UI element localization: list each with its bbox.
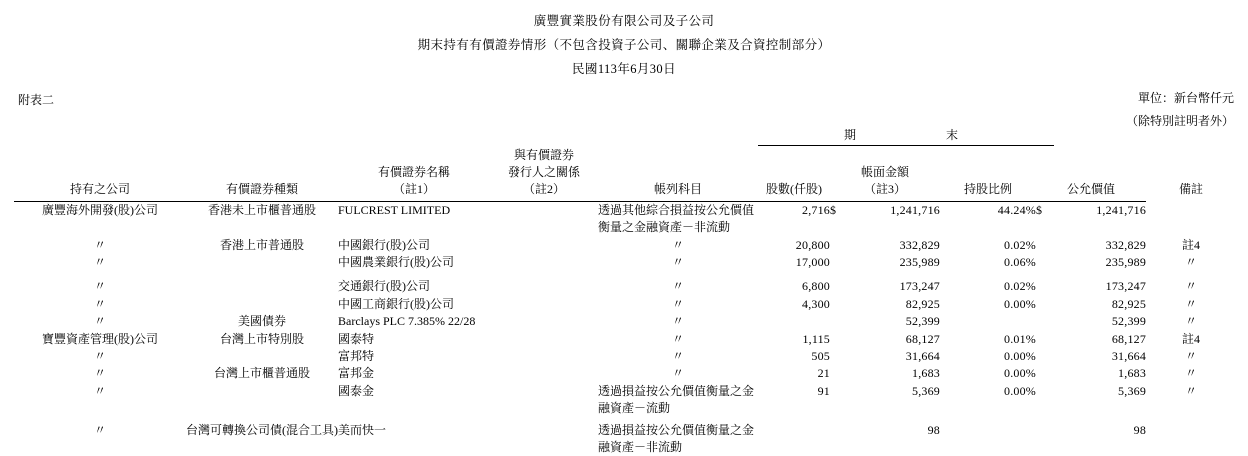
cell-shares: 4,300 <box>802 296 830 311</box>
cell-ratio <box>940 313 1036 330</box>
cell-ratio: 0.02% <box>1004 237 1036 252</box>
cell-ratio: 0.00% <box>1004 383 1036 398</box>
cell-book-value: 1,683 <box>912 366 940 381</box>
cell-dollar-book <box>830 365 848 382</box>
cell-dollar-fair: $ <box>1036 202 1042 217</box>
cell-holder: 〃 <box>93 279 106 294</box>
cell-name: Barclays PLC 7.385% 22/28 <box>338 314 476 329</box>
cell-remark: 〃 <box>1185 296 1198 311</box>
cell-ratio <box>940 422 1036 439</box>
cell-remark <box>1146 201 1236 219</box>
period-group-left: 期 <box>844 128 867 143</box>
cell-holder: 〃 <box>93 383 106 398</box>
cell-shares: 505 <box>811 348 830 363</box>
cell-remark: 註4 <box>1182 237 1201 252</box>
table-row <box>14 278 1236 295</box>
cell-name: 國泰特 <box>338 331 375 346</box>
cell-relationship <box>490 313 598 330</box>
cell-ratio: 0.00% <box>1004 296 1036 311</box>
cell-fair-value: 332,829 <box>1105 237 1147 252</box>
cell-fair-value: 52,399 <box>1111 314 1147 329</box>
cell-account-line2: 融資產－非流動 <box>598 439 683 454</box>
cell-relationship <box>490 201 598 219</box>
header-relationship-line1: 與有價證券 <box>513 147 574 162</box>
cell-holder: 〃 <box>93 237 106 252</box>
header-security-name-line1: 有價證券名稱 <box>377 165 450 180</box>
cell-remark: 〃 <box>1185 279 1198 294</box>
cell-holder: 〃 <box>93 422 106 437</box>
cell-dollar-fair <box>1036 237 1054 254</box>
cell-dollar-book <box>830 422 848 439</box>
group-header-row <box>14 127 1236 145</box>
cell-relationship <box>490 237 598 254</box>
cell-name: 富邦金 <box>338 366 375 381</box>
statement-title: 期末持有有價證券情形（不包含投資子公司、關聯企業及合資控制部分） <box>417 37 831 52</box>
cell-account-line1: 透過損益按公允價值衡量之金 <box>598 383 755 398</box>
cell-book-value: 31,664 <box>905 348 940 363</box>
cell-name: 國泰金 <box>338 383 375 398</box>
table-row <box>14 365 1236 382</box>
period-group-header <box>758 127 1054 145</box>
cell-fair-value: 31,664 <box>1111 348 1147 363</box>
cell-shares: 17,000 <box>795 254 830 269</box>
cell-relationship <box>490 278 598 295</box>
cell-relationship <box>490 383 598 400</box>
header-security-name-line2: （註1） <box>392 182 435 197</box>
report-page <box>0 10 1248 454</box>
cell-remark: 註4 <box>1182 331 1201 346</box>
cell-holder: 寶豐資產管理(股)公司 <box>42 331 158 346</box>
table-row <box>14 331 1236 348</box>
cell-book-value: 98 <box>927 422 940 437</box>
header-holder-company: 持有之公司 <box>69 182 130 197</box>
header-book-value-line2: （註3） <box>863 182 906 197</box>
cell-relationship <box>490 422 598 439</box>
cell-dollar-book <box>830 237 848 254</box>
header-book-value <box>830 147 940 199</box>
cell-holder: 廣豐海外開發(股)公司 <box>42 202 158 217</box>
cell-dollar-book <box>830 296 848 313</box>
cell-type <box>186 296 338 313</box>
column-header-row <box>14 147 1236 199</box>
cell-type <box>186 278 338 295</box>
cell-account-line2: 融資產－流動 <box>598 401 671 416</box>
cell-type: 香港上市普通股 <box>219 237 304 252</box>
header-relationship-line3: （註2） <box>522 182 565 197</box>
cell-dollar-fair <box>1036 313 1054 330</box>
header-security-type: 有價證券種類 <box>225 182 298 197</box>
cell-ratio: 0.00% <box>1004 348 1036 363</box>
cell-relationship <box>490 254 598 271</box>
cell-holder: 〃 <box>93 314 106 329</box>
header-fair-value: 公允價值 <box>1067 182 1116 197</box>
cell-book-value: 68,127 <box>905 331 940 346</box>
securities-table <box>14 127 1236 456</box>
cell-shares: 91 <box>817 383 830 398</box>
table-row-cont <box>14 400 1236 417</box>
cell-type: 台灣可轉換公司債(混合工具) <box>186 422 338 437</box>
table-row <box>14 296 1236 313</box>
cell-type <box>186 383 338 400</box>
cell-name: 中國銀行(股)公司 <box>338 237 430 252</box>
cell-shares: 6,800 <box>802 279 830 294</box>
cell-dollar-book <box>830 313 848 330</box>
cell-account-line1: 〃 <box>671 331 684 346</box>
unit-note-line-1: 單位：新台幣仟元 <box>1137 91 1234 106</box>
cell-shares: 20,800 <box>795 237 830 252</box>
header-account: 帳列科目 <box>653 182 702 197</box>
table-row <box>14 237 1236 254</box>
cell-type <box>186 348 338 365</box>
cell-type: 香港未上市櫃普通股 <box>207 202 316 217</box>
cell-book-value: 235,989 <box>899 254 940 269</box>
header-shares: 股數(仟股) <box>766 182 822 197</box>
meta-row <box>0 87 1248 129</box>
cell-dollar-fair <box>1036 348 1054 365</box>
cell-account-line1: 〃 <box>671 348 684 363</box>
cell-account-line1: 〃 <box>671 366 684 381</box>
title-block <box>0 10 1248 81</box>
table-row-cont <box>14 439 1236 456</box>
cell-ratio: 0.02% <box>1004 279 1036 294</box>
cell-relationship <box>490 348 598 365</box>
header-book-value-line1: 帳面金額 <box>860 165 909 180</box>
cell-account-line1: 〃 <box>671 314 684 329</box>
cell-type: 美國債券 <box>237 314 286 329</box>
cell-holder: 〃 <box>93 296 106 311</box>
cell-fair-value: 173,247 <box>1105 279 1147 294</box>
cell-fair-value: 5,369 <box>1118 383 1147 398</box>
cell-dollar-fair <box>1036 365 1054 382</box>
cell-name: 交通銀行(股)公司 <box>338 279 430 294</box>
cell-type: 台灣上市櫃普通股 <box>213 366 310 381</box>
cell-dollar-book <box>830 331 848 348</box>
cell-shares <box>758 422 830 439</box>
row-spacer <box>14 271 1236 278</box>
cell-shares: 21 <box>817 366 830 381</box>
cell-fair-value: 82,925 <box>1111 296 1147 311</box>
cell-fair-value: 235,989 <box>1105 254 1147 269</box>
cell-remark: 〃 <box>1185 254 1198 269</box>
cell-book-value: 1,241,716 <box>890 202 940 217</box>
cell-name: 中國農業銀行(股)公司 <box>338 254 454 269</box>
header-relationship <box>490 147 598 199</box>
cell-dollar-fair <box>1036 278 1054 295</box>
cell-shares: 2,716 <box>802 202 830 217</box>
cell-relationship <box>490 296 598 313</box>
cell-fair-value: 1,241,716 <box>1096 202 1147 217</box>
cell-dollar-book: $ <box>830 202 836 217</box>
cell-ratio: 0.06% <box>1004 254 1036 269</box>
cell-remark: 〃 <box>1185 314 1198 329</box>
unit-note <box>1126 87 1234 133</box>
cell-dollar-fair <box>1036 383 1054 400</box>
appendix-label: 附表二 <box>18 93 55 108</box>
company-title: 廣豐實業股份有限公司及子公司 <box>533 14 715 28</box>
cell-dollar-book <box>830 348 848 365</box>
cell-account-line1: 透過其他綜合損益按公允價值 <box>598 202 755 217</box>
cell-remark: 〃 <box>1185 366 1198 381</box>
header-relationship-line2: 發行人之關係 <box>507 165 580 180</box>
statement-date: 民國113年6月30日 <box>572 61 676 76</box>
cell-account-line2: 衡量之金融資產－非流動 <box>598 220 731 235</box>
cell-fair-value: 1,683 <box>1118 366 1147 381</box>
cell-account-line1: 〃 <box>671 254 684 269</box>
cell-type <box>186 254 338 271</box>
cell-ratio: 0.00% <box>1004 366 1036 381</box>
cell-relationship <box>490 365 598 382</box>
cell-name: 美而快一 <box>338 422 387 437</box>
table-row-cont <box>14 219 1236 236</box>
period-group-right: 末 <box>946 128 969 143</box>
cell-fair-value: 98 <box>1133 422 1147 437</box>
cell-account-line1: 透過損益按公允價值衡量之金 <box>598 422 755 437</box>
cell-dollar-fair <box>1036 331 1054 348</box>
header-holding-ratio: 持股比例 <box>963 182 1012 197</box>
cell-name: FULCREST LIMITED <box>338 202 451 217</box>
cell-book-value: 5,369 <box>912 383 940 398</box>
cell-account-line1: 〃 <box>671 279 684 294</box>
cell-book-value: 52,399 <box>905 314 940 329</box>
cell-relationship <box>490 331 598 348</box>
cell-dollar-fair <box>1036 254 1054 271</box>
cell-type: 台灣上市特別股 <box>219 331 304 346</box>
table-row <box>14 383 1236 400</box>
cell-holder: 〃 <box>93 348 106 363</box>
cell-ratio: 44.24% <box>997 202 1036 217</box>
table-row <box>14 313 1236 330</box>
cell-remark: 〃 <box>1185 348 1198 363</box>
cell-dollar-book <box>830 254 848 271</box>
table-row <box>14 201 1236 219</box>
cell-holder: 〃 <box>93 366 106 381</box>
cell-book-value: 332,829 <box>899 237 940 252</box>
cell-dollar-book <box>830 383 848 400</box>
cell-dollar-book <box>830 278 848 295</box>
header-remark: 備註 <box>1179 182 1204 197</box>
cell-ratio: 0.01% <box>1004 331 1036 346</box>
cell-remark <box>1146 422 1236 439</box>
cell-book-value: 173,247 <box>899 279 940 294</box>
cell-account-line1: 〃 <box>671 237 684 252</box>
cell-name: 富邦特 <box>338 348 375 363</box>
cell-shares <box>758 313 830 330</box>
cell-dollar-fair <box>1036 422 1054 439</box>
header-security-name <box>338 147 490 199</box>
cell-name: 中國工商銀行(股)公司 <box>338 296 454 311</box>
cell-remark: 〃 <box>1185 383 1198 398</box>
table-row <box>14 422 1236 439</box>
table-row <box>14 254 1236 271</box>
table-row <box>14 348 1236 365</box>
cell-dollar-fair <box>1036 296 1054 313</box>
unit-note-line-2: （除特別註明者外） <box>1125 114 1234 129</box>
cell-fair-value: 68,127 <box>1111 331 1147 346</box>
cell-book-value: 82,925 <box>905 296 940 311</box>
cell-account-line1: 〃 <box>671 296 684 311</box>
cell-holder: 〃 <box>93 254 106 269</box>
cell-shares: 1,115 <box>802 331 830 346</box>
